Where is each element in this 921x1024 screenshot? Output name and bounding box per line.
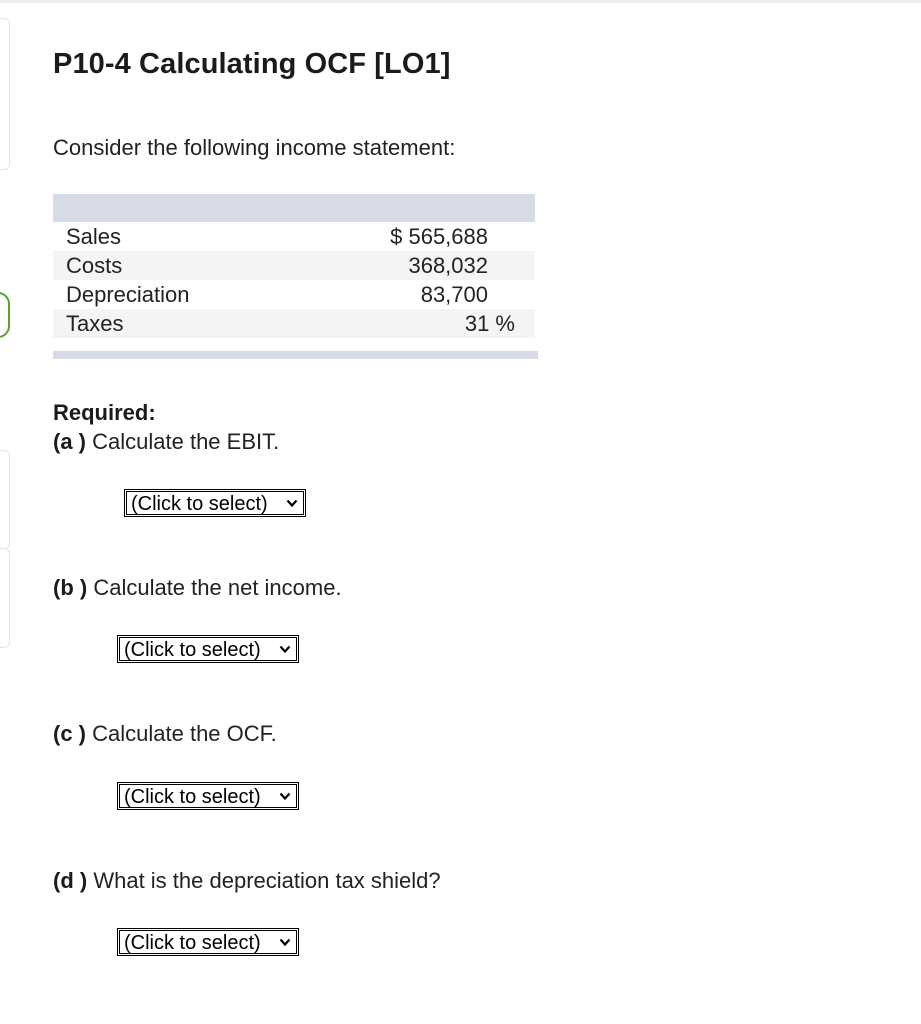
income-statement-footer	[53, 351, 538, 359]
chevron-down-icon	[279, 644, 291, 654]
row-label: Depreciation	[66, 282, 190, 307]
answer-select-a[interactable]	[124, 489, 306, 517]
question-marker: (a )	[53, 429, 86, 454]
row-label: Costs	[66, 253, 123, 278]
top-divider	[0, 0, 921, 3]
income-statement-row	[53, 280, 535, 309]
question-marker: (d )	[53, 868, 88, 893]
row-label: Sales	[66, 224, 122, 249]
chevron-down-icon	[279, 791, 291, 801]
question-text: Calculate the EBIT.	[92, 429, 280, 454]
question-b	[53, 575, 342, 601]
problem-intro: Consider the following income statement:	[53, 135, 456, 160]
left-edge-card[interactable]	[0, 548, 10, 648]
answer-select-d[interactable]	[117, 928, 299, 956]
select-label: (Click to select)	[124, 786, 261, 808]
row-value: 368,032	[408, 253, 488, 278]
left-edge-card[interactable]	[0, 18, 10, 170]
income-statement-row	[53, 222, 535, 251]
question-text: Calculate the OCF.	[92, 721, 277, 746]
income-statement-header	[53, 194, 535, 222]
income-statement-row	[53, 251, 535, 280]
row-value: $ 565,688	[390, 224, 488, 249]
chevron-down-icon	[286, 498, 298, 508]
row-value: 31 %	[464, 311, 515, 336]
question-d	[53, 868, 441, 894]
row-value: 83,700	[420, 282, 488, 307]
question-text: Calculate the net income.	[93, 575, 342, 600]
select-label: (Click to select)	[131, 493, 268, 515]
income-statement-table	[53, 194, 535, 338]
question-a	[53, 429, 279, 455]
row-label: Taxes	[66, 311, 124, 336]
question-marker: (b )	[53, 575, 88, 600]
question-marker: (c )	[53, 721, 86, 746]
problem-title: P10-4 Calculating OCF [LO1]	[53, 48, 451, 80]
question-c	[53, 721, 277, 747]
chevron-down-icon	[279, 937, 291, 947]
left-edge-status-pill[interactable]	[0, 292, 10, 338]
select-label: (Click to select)	[124, 639, 261, 661]
required-heading: Required:	[53, 400, 156, 425]
question-text: What is the depreciation tax shield?	[93, 868, 441, 893]
left-edge-card[interactable]	[0, 450, 10, 550]
income-statement-row	[53, 309, 535, 338]
select-label: (Click to select)	[124, 932, 261, 954]
answer-select-c[interactable]	[117, 782, 299, 810]
answer-select-b[interactable]	[117, 635, 299, 663]
